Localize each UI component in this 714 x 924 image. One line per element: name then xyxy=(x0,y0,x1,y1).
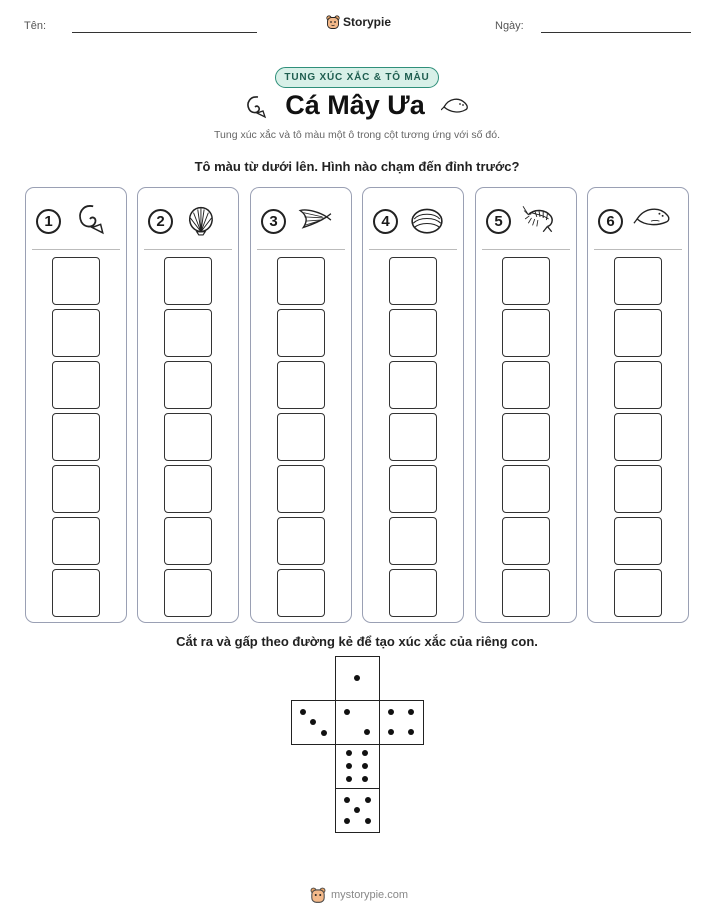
storypie-mascot-icon xyxy=(310,886,326,904)
coloring-box[interactable] xyxy=(52,517,100,565)
dice-pip xyxy=(364,729,370,735)
coloring-box[interactable] xyxy=(614,257,662,305)
coloring-box[interactable] xyxy=(164,257,212,305)
date-line xyxy=(541,32,691,33)
coloring-box[interactable] xyxy=(52,257,100,305)
activity-badge: TUNG XÚC XẮC & TÔ MÀU xyxy=(275,67,439,88)
dice-face-2 xyxy=(335,700,380,745)
coloring-box[interactable] xyxy=(502,361,550,409)
column-1 xyxy=(25,187,127,623)
coloring-box[interactable] xyxy=(389,465,437,513)
coloring-box[interactable] xyxy=(502,309,550,357)
dice-pip xyxy=(344,818,350,824)
dice-pip xyxy=(354,675,360,681)
coloring-box[interactable] xyxy=(277,517,325,565)
coloring-box[interactable] xyxy=(52,465,100,513)
column-number: 1 xyxy=(36,209,61,234)
coloring-box[interactable] xyxy=(502,465,550,513)
stingray-icon xyxy=(633,202,671,241)
dice-pip xyxy=(408,709,414,715)
dice-pip xyxy=(362,763,368,769)
footer xyxy=(310,886,408,904)
dice-pip xyxy=(344,709,350,715)
coloring-box[interactable] xyxy=(164,465,212,513)
coloring-box[interactable] xyxy=(164,413,212,461)
name-line xyxy=(72,32,257,33)
column-divider xyxy=(144,249,232,250)
column-number: 4 xyxy=(373,209,398,234)
column-header xyxy=(373,202,446,241)
dice-face-6 xyxy=(335,744,380,789)
dice-pip xyxy=(300,709,306,715)
column-header xyxy=(486,202,559,241)
clam-icon xyxy=(408,202,446,241)
coloring-box[interactable] xyxy=(614,569,662,617)
column-header xyxy=(598,202,671,241)
coloring-box[interactable] xyxy=(502,413,550,461)
coloring-box[interactable] xyxy=(164,309,212,357)
coloring-box[interactable] xyxy=(52,413,100,461)
title-row xyxy=(0,90,714,121)
coloring-box[interactable] xyxy=(164,569,212,617)
dice-pip xyxy=(365,818,371,824)
coloring-box[interactable] xyxy=(614,309,662,357)
column-header xyxy=(36,202,109,241)
coloring-box[interactable] xyxy=(52,361,100,409)
scallop-shell-icon xyxy=(183,202,221,241)
dice-pip xyxy=(344,797,350,803)
fish-hook-icon xyxy=(71,202,109,241)
column-6 xyxy=(587,187,689,623)
coloring-box[interactable] xyxy=(277,309,325,357)
coloring-box[interactable] xyxy=(502,569,550,617)
column-divider xyxy=(257,249,345,250)
subtitle: Tung xúc xắc và tô màu một ô trong cột tương ứng với số đó. xyxy=(214,129,500,141)
dice-face-5 xyxy=(335,788,380,833)
coloring-box[interactable] xyxy=(277,361,325,409)
coloring-box[interactable] xyxy=(614,517,662,565)
column-3 xyxy=(250,187,352,623)
coloring-box[interactable] xyxy=(164,361,212,409)
column-divider xyxy=(369,249,457,250)
dice-pip xyxy=(310,719,316,725)
coloring-box[interactable] xyxy=(389,257,437,305)
dice-pip xyxy=(321,730,327,736)
dice-pip xyxy=(346,763,352,769)
stingray-icon xyxy=(441,95,471,117)
column-number: 5 xyxy=(486,209,511,234)
dice-pip xyxy=(365,797,371,803)
dice-pip xyxy=(354,807,360,813)
column-number: 6 xyxy=(598,209,623,234)
dice-pip xyxy=(346,776,352,782)
column-header xyxy=(148,202,221,241)
column-divider xyxy=(482,249,570,250)
coloring-box[interactable] xyxy=(614,361,662,409)
column-number: 3 xyxy=(261,209,286,234)
coloring-box[interactable] xyxy=(277,413,325,461)
coloring-box[interactable] xyxy=(52,569,100,617)
column-header xyxy=(261,202,334,241)
column-2 xyxy=(137,187,239,623)
column-number: 2 xyxy=(148,209,173,234)
instruction-text: Tô màu từ dưới lên. Hình nào chạm đến đỉnh trước? xyxy=(194,159,520,174)
dice-pip xyxy=(408,729,414,735)
coloring-box[interactable] xyxy=(389,413,437,461)
coloring-box[interactable] xyxy=(277,465,325,513)
coloring-box[interactable] xyxy=(502,257,550,305)
coloring-box[interactable] xyxy=(164,517,212,565)
coloring-box[interactable] xyxy=(52,309,100,357)
column-divider xyxy=(32,249,120,250)
dice-pip xyxy=(388,709,394,715)
coloring-box[interactable] xyxy=(389,309,437,357)
storypie-mascot-icon xyxy=(326,14,340,30)
dice-face-3 xyxy=(291,700,336,745)
dice-face-1 xyxy=(335,656,380,701)
page-title: Cá Mây Ưa xyxy=(285,90,425,120)
brand-logo xyxy=(326,14,391,30)
dice-pip xyxy=(362,776,368,782)
coloring-box[interactable] xyxy=(389,569,437,617)
footer-url: mystorypie.com xyxy=(331,889,409,901)
dice-pip xyxy=(346,750,352,756)
shrimp-icon xyxy=(521,202,559,241)
dice-pip xyxy=(362,750,368,756)
name-label: Tên: xyxy=(24,20,47,32)
coloring-box[interactable] xyxy=(277,257,325,305)
fish-hook-icon xyxy=(243,93,269,119)
column-4 xyxy=(362,187,464,623)
cut-instruction: Cắt ra và gấp theo đường kẻ để tạo xúc xắc của riêng con. xyxy=(176,634,538,649)
coloring-box[interactable] xyxy=(502,517,550,565)
coloring-box[interactable] xyxy=(389,517,437,565)
coloring-box[interactable] xyxy=(614,465,662,513)
coloring-box[interactable] xyxy=(614,413,662,461)
coloring-box[interactable] xyxy=(277,569,325,617)
date-label: Ngày: xyxy=(495,20,524,32)
dice-face-4 xyxy=(379,700,424,745)
flying-fish-icon xyxy=(296,202,334,241)
column-divider xyxy=(594,249,682,250)
column-5 xyxy=(475,187,577,623)
brand-name: Storypie xyxy=(343,15,392,29)
coloring-box[interactable] xyxy=(389,361,437,409)
dice-pip xyxy=(388,729,394,735)
